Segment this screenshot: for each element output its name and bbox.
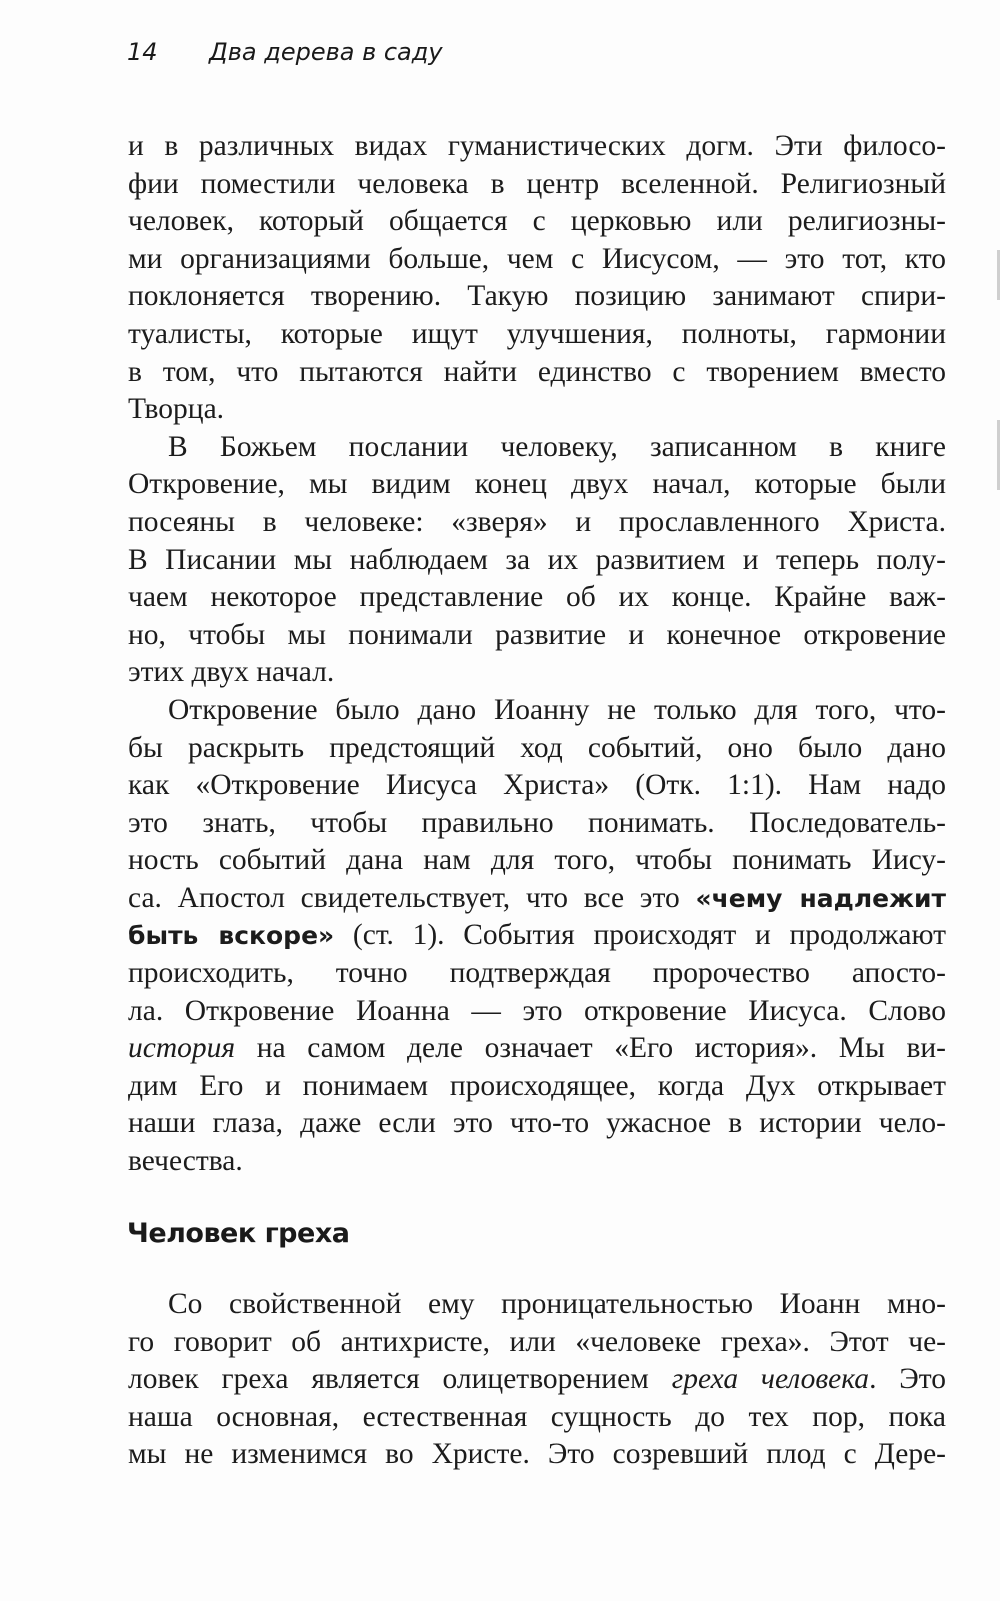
text-line: чаем некоторое представление об их конце. Крайне важ- [128, 581, 946, 614]
text-line: наши глаза, даже если это что-то ужасное в истории чело- [128, 1107, 946, 1140]
text-line [128, 1361, 946, 1399]
text-line [128, 917, 946, 955]
text-line: Творца. [128, 393, 225, 426]
text-line: это знать, чтобы правильно понимать. Последователь- [128, 806, 946, 839]
running-title: Два дерева в саду [209, 38, 443, 66]
text-line: ми организациями больше, чем с Иисусом, — это тот, кто [128, 242, 946, 275]
text-line: мы не изменимся во Христе. Это созревший плод с Дере- [128, 1438, 946, 1471]
body-text-bottom [128, 1286, 946, 1474]
italic-word: история [128, 1032, 236, 1065]
text-line: поклоняется творению. Такую позицию занимают спири- [128, 280, 946, 313]
text-line: Со свойственной ему проницательностью Иоанн мно- [168, 1288, 946, 1320]
text-line: ла. Откровение Иоанна — это откровение Иисуса. Слово [128, 994, 946, 1027]
text-line: дим Его и понимаем происходящее, когда Дух открывает [128, 1069, 946, 1102]
page-number: 14 [127, 38, 158, 66]
text-line: В Писании мы наблюдаем за их развитием и теперь полу- [128, 543, 946, 576]
text-line: Откровение, мы видим конец двух начал, которые были [128, 468, 946, 501]
text-line: и в различных видах гуманистических догм. Эти филосо- [128, 130, 946, 162]
text-line [128, 880, 946, 918]
text-line [128, 1030, 946, 1068]
text-run: на самом деле означает «Его история». Мы ви- [235, 1032, 946, 1065]
italic-phrase: греха человека [671, 1363, 870, 1396]
text-line: наша основная, естественная сущность до тех пор, пока [128, 1400, 946, 1433]
text-line: ность событий дана нам для того, чтобы понимать Иису- [128, 844, 946, 877]
text-run: ловек греха является олицетворением [128, 1363, 672, 1396]
running-header [127, 38, 443, 66]
text-run: (ст. 1). События происходят и продолжают [334, 919, 946, 952]
paragraph-1 [128, 128, 946, 429]
text-line: туалисты, которые ищут улучшения, полноты, гармонии [128, 317, 946, 350]
text-line: но, чтобы мы понимали развитие и конечное откровение [128, 618, 946, 651]
bold-quote: «чему надлежит [695, 883, 947, 913]
text-line: человек, который общается с церковью или религиозны- [128, 205, 946, 238]
paragraph-2 [128, 429, 946, 692]
text-line: вечества. [128, 1145, 243, 1178]
body-text-top [128, 128, 946, 1181]
text-line: происходить, точно подтверждая пророчество апосто- [128, 957, 946, 990]
section-heading: Человек греха [127, 1218, 350, 1249]
text-line: как «Откровение Иисуса Христа» (Отк. 1:1). Нам надо [128, 769, 946, 802]
bold-quote: быть вскоре» [128, 921, 335, 951]
paragraph-3 [128, 692, 946, 1181]
text-line: бы раскрыть предстоящий ход событий, оно было дано [128, 731, 946, 764]
text-line: этих двух начал. [128, 656, 335, 689]
text-run: . Это [869, 1363, 946, 1396]
text-line: В Божьем послании человеку, записанном в книге [168, 430, 946, 463]
text-line: Откровение было дано Иоанну не только для того, что- [168, 693, 946, 726]
text-line: фии поместили человека в центр вселенной. Религиозный [128, 167, 946, 200]
paragraph-4 [128, 1286, 946, 1474]
text-run: са. Апостол свидетельствует, что все это [128, 881, 696, 914]
text-line: го говорит об антихристе, или «человеке греха». Этот че- [128, 1325, 946, 1358]
text-line: посеяны в человеке: «зверя» и прославленного Христа. [128, 505, 946, 538]
text-line: в том, что пытаются найти единство с творением вместо [128, 355, 946, 388]
